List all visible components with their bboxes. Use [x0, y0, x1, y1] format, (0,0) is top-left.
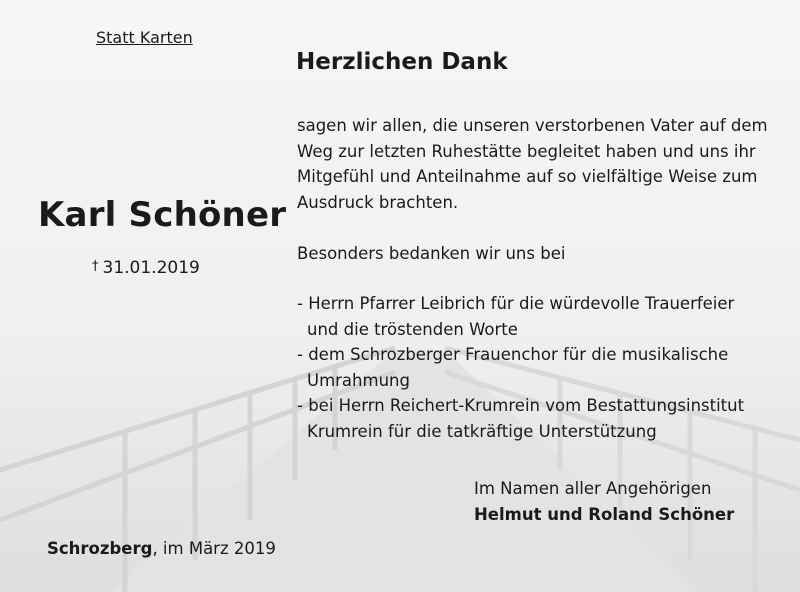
place-name: Schrozberg [47, 539, 153, 558]
list-item [297, 291, 744, 342]
paragraph-line: sagen wir allen, die unseren verstorbenen Vater auf dem [297, 116, 768, 135]
signature-line: Im Namen aller Angehörigen [474, 479, 712, 498]
list-item-line: und die tröstenden Worte [307, 319, 518, 339]
paragraph-line: Mitgefühl und Anteilnahme auf so vielfältige Weise zum [297, 167, 758, 186]
special-thanks-intro: Besonders bedanken wir uns bei [297, 244, 566, 263]
list-item-line: Umrahmung [307, 370, 410, 390]
thanks-list [297, 291, 744, 444]
list-item [297, 393, 744, 444]
cross-icon: † [92, 259, 99, 274]
date-text: , im März 2019 [152, 539, 276, 558]
list-item-line: Krumrein für die tatkräftige Unterstützung [307, 421, 657, 441]
paragraph-line: Weg zur letzten Ruhestätte begleitet haben und uns ihr [297, 141, 756, 161]
paragraph-line: Ausdruck brachten. [297, 192, 459, 212]
death-date: 31.01.2019 [102, 258, 200, 278]
heading-herzlichen-dank: Herzlichen Dank [296, 49, 508, 75]
death-date-line [92, 258, 200, 278]
list-item-line: - dem Schrozberger Frauenchor für die musikalische [297, 345, 729, 364]
deceased-name: Karl Schöner [38, 195, 287, 235]
list-item-line: - Herrn Pfarrer Leibrich für die würdevolle Trauerfeier [297, 294, 735, 313]
signature-names: Helmut und Roland Schöner [474, 505, 735, 524]
statt-karten-label: Statt Karten [96, 28, 193, 47]
thanks-paragraph [297, 113, 768, 215]
list-item [297, 342, 744, 393]
list-item-line: - bei Herrn Reichert-Krumrein vom Bestattungsinstitut [297, 396, 745, 415]
place-date [47, 539, 276, 558]
